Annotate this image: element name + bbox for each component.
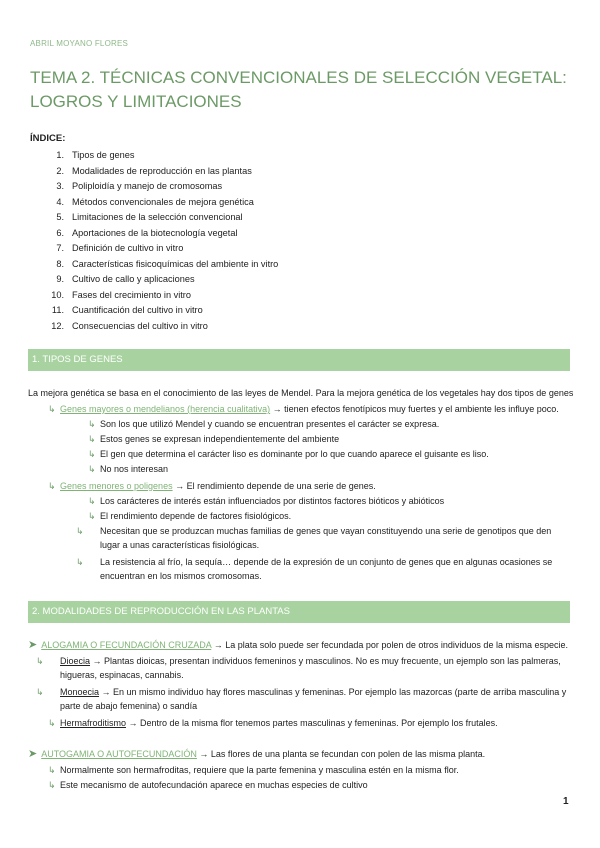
- minor-point: ↳ La resistencia al frío, la sequía… depende de la expresión de un conjunto de genes que en algunas ocasiones se encuentran en los mismos cromosomas.: [76, 557, 553, 581]
- autogamia-subitem: ↳ Este mecanismo de autofecundación aparece en muchas especies de cultivo: [48, 780, 368, 790]
- arrowhead-bullet-icon: ➤: [28, 748, 38, 760]
- section-heading-tipos-genes: 1. TIPOS DE GENES: [28, 349, 570, 371]
- toc-item: 7. Definición de cultivo in vitro: [56, 243, 184, 253]
- toc-item: 12. Consecuencias del cultivo in vitro: [51, 320, 208, 331]
- subitem-arrow-icon: ↳: [36, 656, 44, 666]
- subitem-arrow-icon: ↳: [48, 765, 56, 775]
- subitem-arrow-icon: ↳: [88, 511, 96, 521]
- major-genes-term: Genes mayores o mendelianos (herencia cualitativa): [60, 404, 271, 414]
- toc-item: 10. Fases del crecimiento in vitro: [51, 289, 191, 300]
- toc-item: 2. Modalidades de reproducción en las plantas: [56, 165, 252, 176]
- major-point: ↳ No nos interesan: [88, 464, 169, 474]
- table-of-contents: [40, 148, 278, 334]
- minor-point: ↳ Los carácteres de interés están influenciados por distintos factores bióticos y abióticos: [88, 496, 445, 506]
- alogamia-term: ALOGAMIA O FECUNDACIÓN CRUZADA: [41, 640, 212, 650]
- alogamia-item: ➤ ALOGAMIA O FECUNDACIÓN CRUZADA → La plata solo puede ser fecundada por polen de otros individuos de la misma especie.: [28, 639, 568, 651]
- arrowhead-bullet-icon: ➤: [28, 639, 38, 651]
- major-point: ↳ El gen que determina el carácter liso es dominante por lo que cuando aparece el guisante es liso.: [88, 449, 489, 459]
- subitem-arrow-icon: ↳: [88, 449, 96, 459]
- autogamia-term: AUTOGAMIA O AUTOFECUNDACIÓN: [41, 749, 197, 759]
- index-label: ÍNDICE:: [30, 133, 66, 144]
- subitem-arrow-icon: ↳: [76, 526, 84, 536]
- major-point: ↳ Estos genes se expresan independientemente del ambiente: [88, 434, 340, 444]
- subitem-arrow-icon: ↳: [48, 718, 56, 728]
- subitem-arrow-icon: ↳: [76, 557, 84, 567]
- page-number: 1: [563, 796, 569, 807]
- minor-point: ↳ Necesitan que se produzcan muchas familias de genes que vayan constituyendo una serie de genotipos que den lugar a unas características fisiológicas.: [76, 526, 552, 550]
- alogamia-subitem: ↳ Dioecia → Plantas dioicas, presentan individuos femeninos y masculinos. No es muy frecuente, un ejemplo son las palmeras, higueras, espinacas, cannabis.: [36, 656, 561, 680]
- subitem-arrow-icon: ↳: [88, 464, 96, 474]
- page-title: TEMA 2. TÉCNICAS CONVENCIONALES DE SELECCIÓN VEGETAL: LOGROS Y LIMITACIONES: [30, 68, 567, 111]
- toc-item: 5. Limitaciones de la selección convencional: [56, 212, 243, 222]
- subitem-arrow-icon: ↳: [48, 481, 56, 491]
- subitem-arrow-icon: ↳: [36, 687, 44, 697]
- subitem-arrow-icon: ↳: [88, 434, 96, 444]
- autogamia-item: ➤ AUTOGAMIA O AUTOFECUNDACIÓN → Las flores de una planta se fecundan con polen de las misma planta.: [28, 748, 486, 760]
- toc-item: 3. Poliploidía y manejo de cromosomas: [56, 181, 223, 191]
- subitem-arrow-icon: ↳: [88, 496, 96, 506]
- intro-paragraph: La mejora genética se basa en el conocimiento de las leyes de Mendel. Para la mejora genética de los vegetales hay dos tipos de genes: [28, 388, 574, 398]
- major-genes-item: ↳ Genes mayores o mendelianos (herencia cualitativa) → tienen efectos fenotípicos muy fuertes y el ambiente les influye poco.: [48, 404, 559, 414]
- major-point: ↳ Son los que utilizó Mendel y cuando se encuentran presentes el carácter se expresa.: [88, 419, 440, 429]
- toc-item: 9. Cultivo de callo y aplicaciones: [56, 274, 195, 284]
- subitem-arrow-icon: ↳: [48, 780, 56, 790]
- toc-item: 8. Características fisicoquímicas del ambiente in vitro: [56, 258, 279, 269]
- minor-genes-item: ↳ Genes menores o poligenes → El rendimiento depende de una serie de genes.: [48, 481, 376, 491]
- toc-item: 4. Métodos convencionales de mejora genética: [56, 196, 254, 207]
- toc-item: 1. Tipos de genes: [56, 150, 135, 160]
- subitem-arrow-icon: ↳: [48, 404, 56, 414]
- section-heading-modalidades: 2. MODALIDADES DE REPRODUCCIÓN EN LAS PLANTAS: [28, 601, 570, 623]
- author-name: ABRIL MOYANO FLORES: [30, 39, 129, 48]
- toc-item: 6. Aportaciones de la biotecnología vegetal: [56, 227, 238, 238]
- minor-genes-term: Genes menores o poligenes: [60, 481, 173, 491]
- subitem-arrow-icon: ↳: [88, 419, 96, 429]
- autogamia-subitem: ↳ Normalmente son hermafroditas, requiere que la parte femenina y masculina estén en la misma flor.: [48, 765, 459, 775]
- alogamia-subitem: ↳ Monoecia → En un mismo individuo hay flores masculinas y femeninas. Por ejemplo las mazorcas (parte de arriba masculina y parte de abajo femenina) o sandía: [36, 687, 567, 711]
- minor-point: ↳ El rendimiento depende de factores fisiológicos.: [88, 511, 292, 521]
- alogamia-subitem: ↳ Hermafroditismo → Dentro de la misma flor tenemos partes masculinas y femeninas. Por ejemplo los frutales.: [48, 718, 498, 728]
- toc-item: 11. Cuantificación del cultivo in vitro: [51, 305, 203, 315]
